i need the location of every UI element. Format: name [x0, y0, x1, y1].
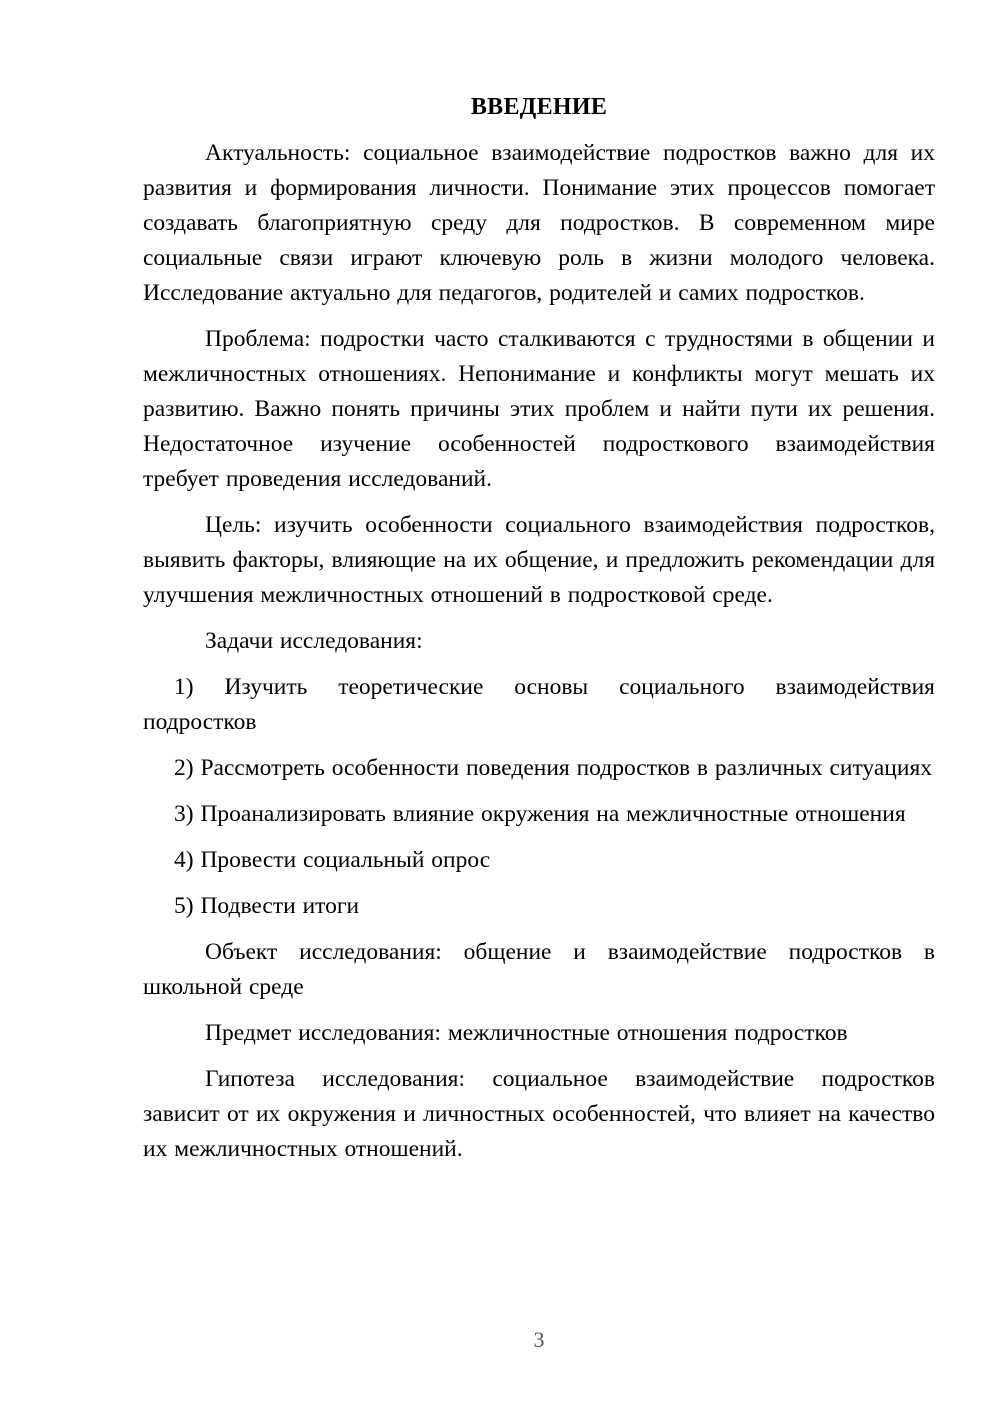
- task-item-2: 2) Рассмотреть особенности поведения подростков в различных ситуациях: [174, 755, 933, 781]
- task-item-4: 4) Провести социальный опрос: [174, 847, 491, 873]
- task-item-5: 5) Подвести итоги: [174, 893, 360, 919]
- paragraph-problem: Проблема: подростки часто сталкиваются с трудностями в общении и межличностных отношениях. Непонимание и конфликты могут мешать их развитию. Важно понять причины этих проблем и найти пути их решения. Недостаточное изучение особенностей подросткового взаимодействия требует проведения исследований.: [143, 326, 935, 492]
- tasks-heading: Задачи исследования:: [205, 628, 423, 654]
- paragraph-object: Объект исследования: общение и взаимодействие подростков в школьной среде: [143, 939, 935, 1000]
- task-item-3: 3) Проанализировать влияние окружения на межличностные отношения: [174, 801, 906, 827]
- page-number: 3: [533, 1327, 545, 1352]
- paragraph-goal: Цель: изучить особенности социального взаимодействия подростков, выявить факторы, влияющие на их общение, и предложить рекомендации для улучшения межличностных отношений в подростковой среде.: [143, 512, 935, 608]
- page-title: ВВЕДЕНИЕ: [470, 94, 608, 120]
- paragraph-relevance: Актуальность: социальное взаимодействие подростков важно для их развития и формирования личности. Понимание этих процессов помогает создавать благоприятную среду для подростков. В современном мире социальные связи играют ключевую роль в жизни молодого человека. Исследование актуально для педагогов, родителей и самих подростков.: [143, 140, 935, 306]
- task-item-1: 1) Изучить теоретические основы социального взаимодействия подростков: [143, 674, 935, 735]
- document-body: [143, 90, 935, 1178]
- paragraph-hypothesis: Гипотеза исследования: социальное взаимодействие подростков зависит от их окружения и личностных особенностей, что влияет на качество их межличностных отношений.: [143, 1066, 935, 1162]
- paragraph-subject: Предмет исследования: межличностные отношения подростков: [205, 1020, 848, 1046]
